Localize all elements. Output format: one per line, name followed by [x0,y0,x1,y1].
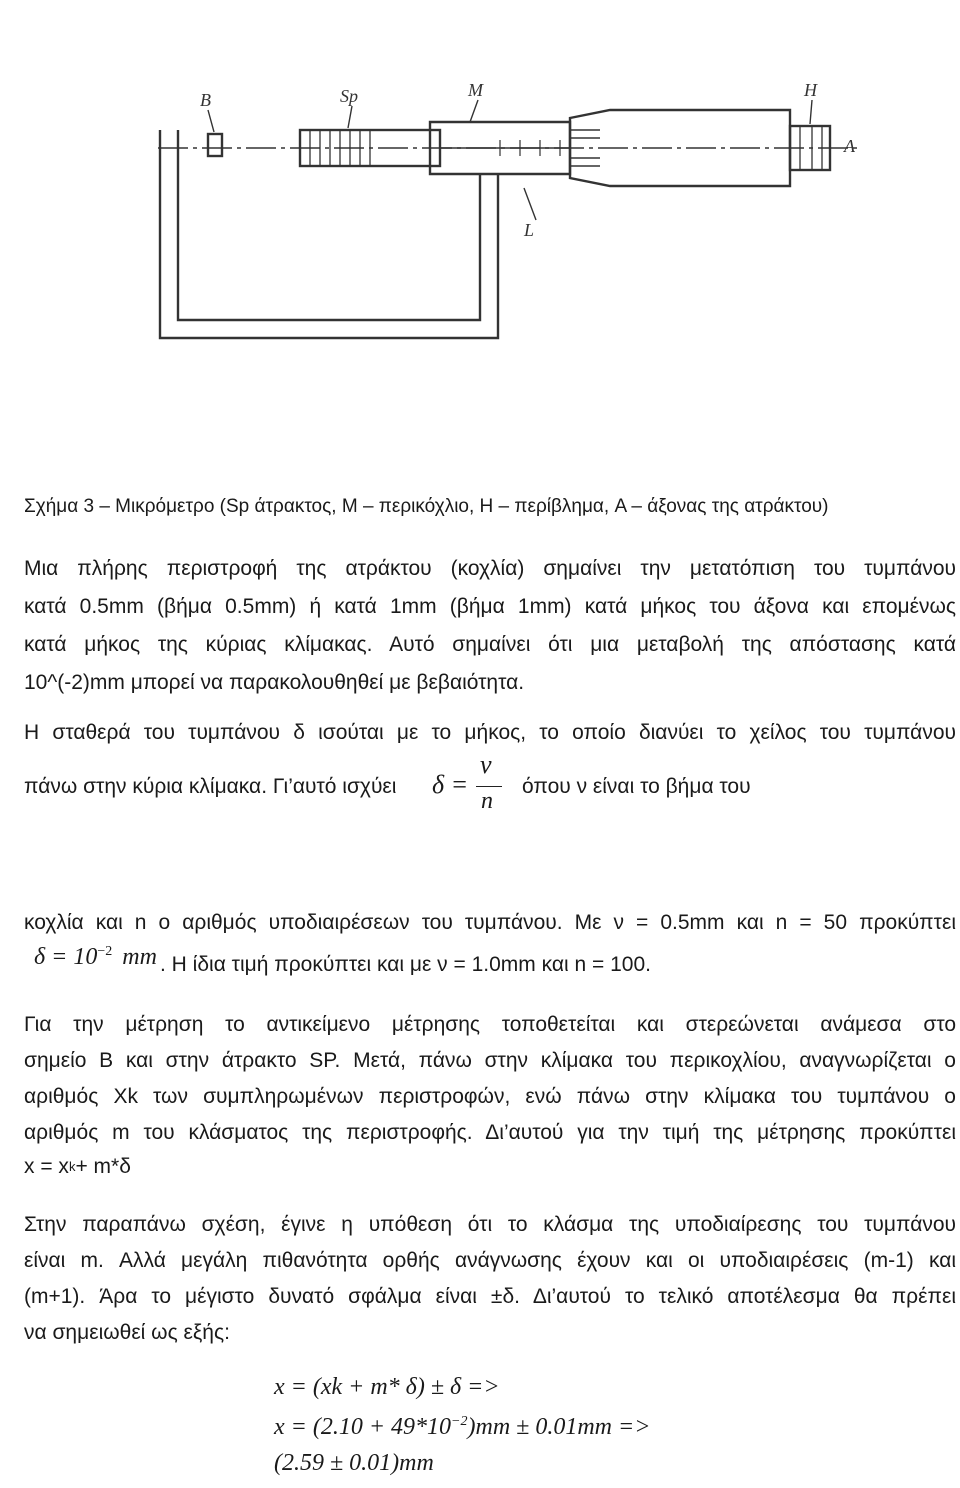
para2-text-2-pre: πάνω στην κύρια κλίμακα. Γι’αυτό ισχύει [24,775,397,798]
para4-line-1 [24,1010,956,1040]
para4-text-3: αριθμός Xk των συμπληρωμένων περιστροφών, ενώ πάνω στην κλίμακα του τυμπάνου ο [24,1085,956,1108]
delta-value-formula [34,944,157,971]
measurement-formula-sub: k [68,1159,76,1174]
equation-2-post: )mm ± 0.01mm => [467,1414,651,1440]
equation-2-exponent: −2 [451,1414,468,1429]
delta-fraction-bar [476,786,502,787]
delta-formula-denominator: n [481,788,493,814]
para2-text-2-post: όπου ν είναι το βήμα του [522,775,751,798]
para1-line-4 [24,668,956,698]
para5-line-3 [24,1282,956,1312]
figure-label-h: H [804,80,817,100]
delta-value-unit: mm [122,944,157,970]
equation-2-pre: x = (2.10 + 49*10 [274,1414,452,1440]
delta-fraction-formula [432,750,493,824]
para3-line-1 [24,908,956,938]
para5-line-2 [24,1246,956,1276]
para1-line-2 [24,592,956,622]
para3-text-2: . Η ίδια τιμή προκύπτει και με ν = 1.0mm και n = 100. [160,953,651,976]
para4-line-2 [24,1046,956,1076]
para5-text-1: Στην παραπάνω σχέση, έγινε η υπόθεση ότι το κλάσμα της υποδιαίρεσης του τυμπάνου [24,1213,956,1236]
para2-line-2-post [522,772,942,802]
figure-label-b: B [200,90,211,110]
para4-line-4 [24,1118,956,1148]
para1-text-4: 10^(-2)mm μπορεί να παρακολουθηθεί με βεβαιότητα. [24,671,525,694]
equation-1: x = (xk + m* δ) ± δ => [274,1374,500,1400]
para1-line-1 [24,554,956,584]
micrometer-figure [100,70,900,400]
para5-line-4 [24,1318,956,1348]
para1-text-3: κατά μήκος της κύριας κλίμακας. Αυτό σημαίνει ότι μια μεταβολή της απόστασης κατά [24,633,956,656]
para2-text-1: Η σταθερά του τυμπάνου δ ισούται με το μήκος, το οποίο διανύει το χείλος του τυμπάνου [24,721,956,744]
figure-label-a: A [844,136,855,156]
equation-3: (2.59 ± 0.01)mm [274,1450,434,1476]
delta-formula-lhs: δ = [432,770,469,799]
para2-line-1 [24,718,956,748]
measurement-formula-post: + m*δ [75,1155,131,1178]
measurement-formula-pre: x = x [24,1155,69,1178]
figure-caption: Σχήμα 3 – Μικρόμετρο (Sp άτρακτος, M – περικόχλιο, H – περίβλημα, A – άξονας της ατράκτου) [24,496,829,517]
delta-value-exponent: −2 [97,944,113,959]
delta-formula-numerator: ν [480,750,492,779]
para3-text-1: κοχλία και n ο αριθμός υποδιαιρέσεων του τυμπάνου. Με ν = 0.5mm και n = 50 προκύπτει [24,911,956,934]
para3-line-2 [160,950,940,980]
para1-line-3 [24,630,956,660]
figure-label-l: L [524,220,535,240]
para5-text-3: (m+1). Άρα το μέγιστο δυνατό σφάλμα είναι ±δ. Δι’αυτού το τελικό αποτέλεσμα θα πρέπει [24,1285,956,1308]
para4-text-1: Για την μέτρηση το αντικείμενο μέτρησης τοποθετείται και στερεώνεται ανάμεσα στο [24,1013,956,1036]
delta-value-lhs: δ = 10 [34,944,98,970]
figure-label-sp: Sp [340,86,358,106]
para4-text-2: σημείο B και στην άτρακτο SP. Μετά, πάνω στην κλίμακα του περικοχλίου, αναγνωρίζεται ο [24,1049,956,1072]
para5-text-4: να σημειωθεί ως εξής: [24,1321,230,1344]
para1-text-2: κατά 0.5mm (βήμα 0.5mm) ή κατά 1mm (βήμα 1mm) κατά μήκος του άξονα και επομένως [24,595,956,618]
figure-label-m: M [468,80,483,100]
measurement-formula [24,1152,956,1182]
para4-text-4: αριθμός m του κλάσματος της περιστροφής. Δι’αυτού για την τιμή της μέτρησης προκύπτει [24,1121,956,1144]
para4-line-3 [24,1082,956,1112]
para5-line-1 [24,1210,956,1240]
equation-2 [274,1414,650,1441]
para1-text-1: Μια πλήρης περιστροφή της ατράκτου (κοχλία) σημαίνει την μετατόπιση του τυμπάνου [24,557,956,580]
para5-text-2: είναι m. Αλλά μεγάλη πιθανότητα ορθής ανάγνωσης έχουν και οι υποδιαιρέσεις (m-1) και [24,1249,956,1272]
